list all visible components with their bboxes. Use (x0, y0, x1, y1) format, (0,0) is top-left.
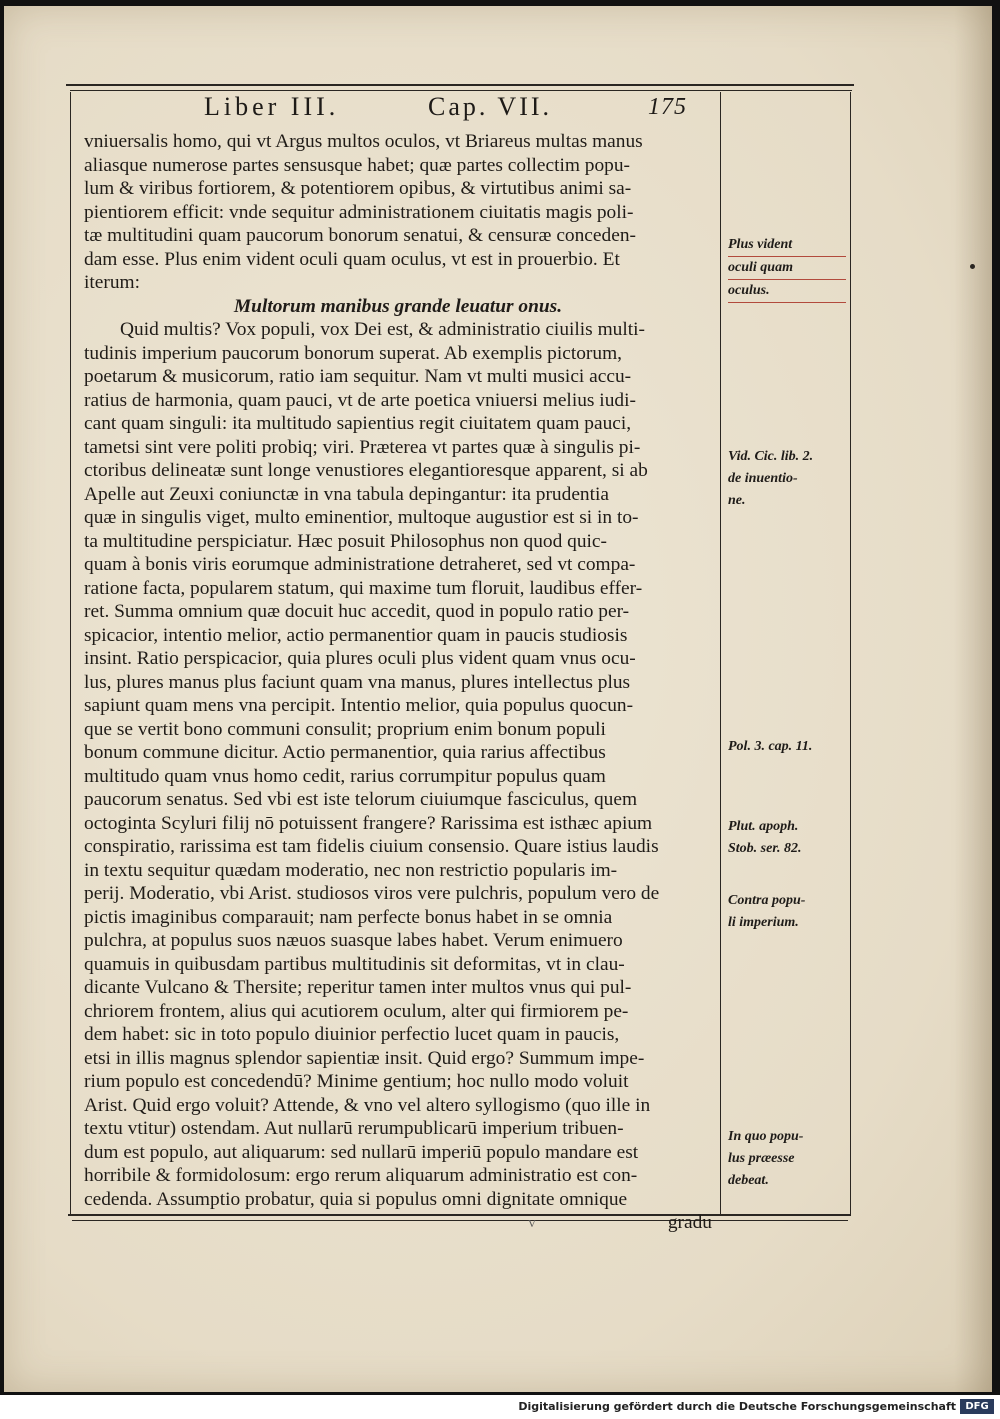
margin-note-line: Plus vident (728, 234, 846, 257)
page-speck (970, 264, 975, 269)
margin-column-rule (720, 92, 721, 1216)
text-line: vniuersalis homo, qui vt Argus multos oculos, vt Briareus multas manus (84, 131, 643, 152)
running-header (72, 92, 720, 128)
text-line: octoginta Scyluri filij nō potuissent frangere? Rarissima est isthæc apium (84, 812, 653, 834)
text-line: tametsi sint vere politi probiq; viri. Præterea vt partes quæ à singulis pi- (84, 436, 641, 458)
text-line: rium populo est concedendū? Minime gentium; hoc nullo modo voluit (84, 1071, 629, 1092)
margin-note-line: Stob. ser. 82. (728, 841, 802, 856)
header-rule-inner (70, 90, 852, 91)
text-line: quam à bonis viris eorumque administratione detraheret, sed vt compa- (84, 554, 636, 575)
verse-quotation: Multorum manibus grande leuatur onus. (233, 295, 563, 317)
page-edge-shadow (954, 6, 992, 1392)
text-line: tudinis imperium paucorum bonorum superat. Ab exemplis pictorum, (84, 342, 623, 364)
text-line: chriorem frontem, alius qui acutiorem oculum, alter qui firmiorem pe- (84, 1000, 629, 1022)
text-line: pictis imaginibus comparauit; nam perfecte bonus habet in se omnia (84, 906, 613, 928)
text-line: paucorum senatus. Sed vbi est iste telorum ciuiumque fasciculus, quem (84, 789, 638, 810)
margin-note-plutarch (728, 816, 846, 860)
text-line: ctoribus delineatæ sunt longe venustiores elegantioresque apparent, si ab (84, 460, 648, 481)
page-number: 175 (648, 94, 687, 120)
text-line: poetarum & musicorum, ratio iam sequitur. Nam vt multi musici accu- (84, 366, 632, 387)
text-line: pientiorem efficit: vnde sequitur administrationem ciuitatis magis poli- (84, 201, 634, 223)
text-line: dam esse. Plus enim vident oculi quam oculus, vt est in prouerbio. Et (84, 248, 620, 270)
margin-note-cicero (728, 446, 846, 512)
text-line: quæ in singulis viget, multo eminentior, multoque augustior est si in to- (84, 507, 639, 528)
main-text-block (84, 130, 712, 1235)
text-line: in textu sequitur quædam moderatio, nec non restrictio popularis im- (84, 859, 618, 881)
margin-note-line: In quo popu- (728, 1129, 804, 1144)
text-line: dicante Vulcano & Thersite; reperitur tamen inter multos vnus qui pul- (84, 977, 632, 998)
funding-credit: Digitalisierung gefördert durch die Deutsche Forschungsgemeinschaft (518, 1400, 956, 1413)
header-rule (66, 84, 854, 86)
text-line: dum est populo, aut aliquarum: sed nullarū imperiū populo mandare est (84, 1141, 639, 1163)
text-line: iterum: (84, 272, 141, 293)
text-line: textu vtitur) ostendam. Aut nullarū rerumpublicarū imperium tribuen- (84, 1118, 624, 1139)
dfg-logo-icon: DFG (960, 1399, 994, 1414)
catchword: gradu (667, 1212, 712, 1233)
text-line: lum & viribus fortiorem, & potentiorem opibus, & virtutibus animi sa- (84, 178, 632, 199)
text-line: dem habet: sic in toto populo diuinior perfectio lucet quam in paucis, (84, 1024, 620, 1045)
text-line: conspiratio, rarissima est tam fidelis ciuium consensio. Quare istius laudis (84, 836, 659, 857)
margin-note-line: oculus. (728, 280, 846, 303)
text-line: tæ multitudini quam paucorum bonorum senatui, & censuræ conceden- (84, 225, 636, 246)
text-line: Apelle aut Zeuxi coniunctæ in vna tabula depingantur: ita prudentia (84, 483, 610, 505)
text-line: Quid multis? Vox populi, vox Dei est, & administratio ciuilis multi- (120, 319, 645, 340)
digitization-footer (0, 1395, 1000, 1419)
signature-mark: V (528, 1218, 536, 1230)
header-chapter: Cap. VII. (428, 92, 553, 121)
text-line: Arist. Quid ergo voluit? Attende, & vno vel altero syllogismo (quo ille in (84, 1094, 651, 1116)
margin-note-contra-populi (728, 890, 846, 934)
left-column-rule (70, 92, 71, 1216)
margin-note-plus-vident (728, 234, 846, 303)
margin-note-politics (728, 736, 846, 758)
margin-note-line: Plut. apoph. (728, 819, 799, 834)
margin-note-line: oculi quam (728, 257, 846, 280)
text-line: lus, plures manus plus faciunt quam vna manus, plures intellectus plus (84, 671, 631, 693)
right-column-rule (850, 92, 851, 1216)
margin-note-line: li imperium. (728, 915, 799, 930)
text-line: multitudo quam vnus homo cedit, rarius corrumpitur populus quam (84, 765, 606, 787)
text-line: ratius de harmonia, quam pauci, vt de arte poetica vniuersi melius iudi- (84, 389, 636, 411)
text-line: pulchra, at populus suos næuos suasque labes habet. Verum enimuero (84, 930, 623, 951)
text-line: spicacior, intentio melior, actio permanentior quam in paucis studiosis (84, 624, 628, 646)
text-line: etsi in illis magnus splendor sapientiæ insit. Quid ergo? Summum impe- (84, 1047, 645, 1069)
text-line: ret. Summa omnium quæ docuit huc accedit, quod in populo ratio per- (84, 601, 630, 622)
margin-note-line: Vid. Cic. lib. 2. (728, 449, 814, 464)
header-book: Liber III. (204, 92, 340, 121)
text-line: quamuis in quibusdam partibus multitudinis sit deformitas, vt in clau- (84, 953, 625, 975)
text-line: cedenda. Assumptio probatur, quia si populus omni dignitate omnique (84, 1188, 628, 1210)
text-line: cant quam singuli: ita multitudo sapientius regit ciuitatem quam pauci, (84, 413, 632, 434)
margin-note-line: lus præesse (728, 1151, 795, 1166)
text-line: que se vertit bono communi consulit; proprium enim bonum populi (84, 718, 606, 740)
margin-note-line: ne. (728, 493, 746, 508)
text-line: bonum commune dicitur. Actio permanentior, quia rarius affectibus (84, 742, 606, 763)
margin-note-line: Pol. 3. cap. 11. (728, 739, 813, 754)
text-line: sapiunt quam mens vna percipit. Intentio melior, quia populus quocun- (84, 695, 634, 716)
margin-note-line: Contra popu- (728, 893, 806, 908)
text-line: aliasque numerose partes sensusque habet; quæ partes collectim popu- (84, 154, 631, 176)
text-line: perij. Moderatio, vbi Arist. studiosos viros vere pulchris, populum vero de (84, 883, 660, 904)
text-line: ratione facta, popularem statum, qui maxime tum floruit, laudibus effer- (84, 577, 643, 599)
margin-note-line: debeat. (728, 1173, 769, 1188)
text-line: insint. Ratio perspicacior, quia plures oculi plus vident quam vnus ocu- (84, 648, 636, 669)
margin-note-line: de inuentio- (728, 471, 798, 486)
text-line: ta multitudine perspiciatur. Hæc posuit Philosophus non quod quic- (84, 530, 607, 552)
margin-note-in-quo-populus (728, 1126, 846, 1192)
text-line: horribile & formidolosum: ergo rerum aliquarum administratio est con- (84, 1165, 638, 1186)
